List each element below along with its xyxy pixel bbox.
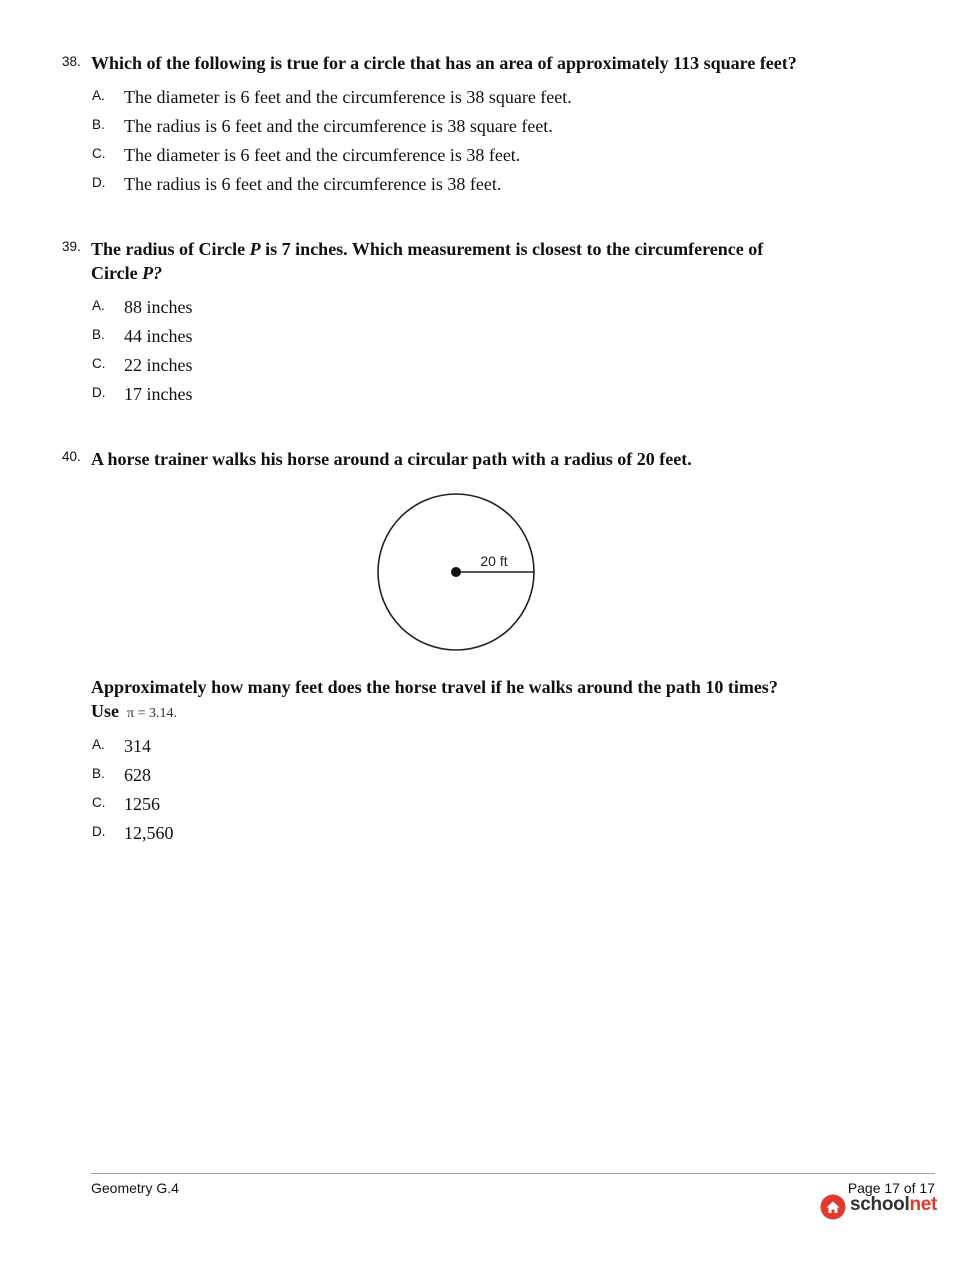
stem-text: Circle (91, 263, 143, 283)
question-stem (91, 237, 763, 285)
option-text: 88 inches (124, 297, 193, 317)
stem-text: is 7 inches. Which measurement is closest to the circumference of (260, 239, 764, 259)
stem-text: The radius of Circle (91, 239, 250, 259)
radius-label: 20 ft (480, 553, 508, 569)
stem-text: Use (91, 701, 119, 721)
question-number: 38. (62, 54, 81, 69)
page-number: Page 17 of 17 (847, 1180, 935, 1196)
option-text: The radius is 6 feet and the circumference is 38 square feet. (124, 116, 553, 136)
center-point (451, 567, 461, 577)
footer-divider (91, 1173, 935, 1174)
logo-text-school: school (850, 1194, 910, 1215)
option-text: The diameter is 6 feet and the circumference is 38 square feet. (124, 87, 572, 107)
option-text: 1256 (124, 794, 160, 814)
pi-expression: π = 3.14. (127, 706, 177, 721)
stem-text: Approximately how many feet does the horse travel if he walks around the path 10 times? (91, 677, 778, 697)
option-text: 17 inches (124, 384, 193, 404)
stem-variable: P? (142, 263, 163, 283)
question-stem-followup (91, 675, 778, 726)
option-letter: A. (92, 737, 105, 752)
question-number: 39. (62, 239, 81, 254)
option-letter: D. (92, 385, 106, 400)
option-text: 44 inches (124, 326, 193, 346)
question-number: 40. (62, 449, 81, 464)
circle-diagram (370, 486, 542, 658)
stem-variable: P (249, 239, 261, 259)
footer-title: Geometry G.4 (91, 1180, 179, 1196)
house-icon (820, 1194, 846, 1220)
option-text: 12,560 (124, 823, 174, 843)
option-text: 628 (124, 765, 151, 785)
question-stem: Which of the following is true for a circle that has an area of approximately 113 square feet? (91, 53, 797, 73)
option-letter: B. (92, 327, 105, 342)
option-letter: C. (92, 146, 106, 161)
question-stem: A horse trainer walks his horse around a circular path with a radius of 20 feet. (91, 449, 692, 469)
option-letter: A. (92, 88, 105, 103)
option-letter: A. (92, 298, 105, 313)
option-letter: D. (92, 824, 106, 839)
option-text: 22 inches (124, 355, 193, 375)
option-letter: C. (92, 356, 106, 371)
option-text: 314 (124, 736, 151, 756)
option-letter: B. (92, 766, 105, 781)
logo-wordmark (850, 1194, 937, 1216)
logo-text-net: net (909, 1194, 938, 1215)
option-text: The diameter is 6 feet and the circumference is 38 feet. (124, 145, 521, 165)
option-letter: C. (92, 795, 106, 810)
option-text: The radius is 6 feet and the circumference is 38 feet. (124, 174, 502, 194)
option-letter: D. (92, 175, 106, 190)
option-letter: B. (92, 117, 105, 132)
